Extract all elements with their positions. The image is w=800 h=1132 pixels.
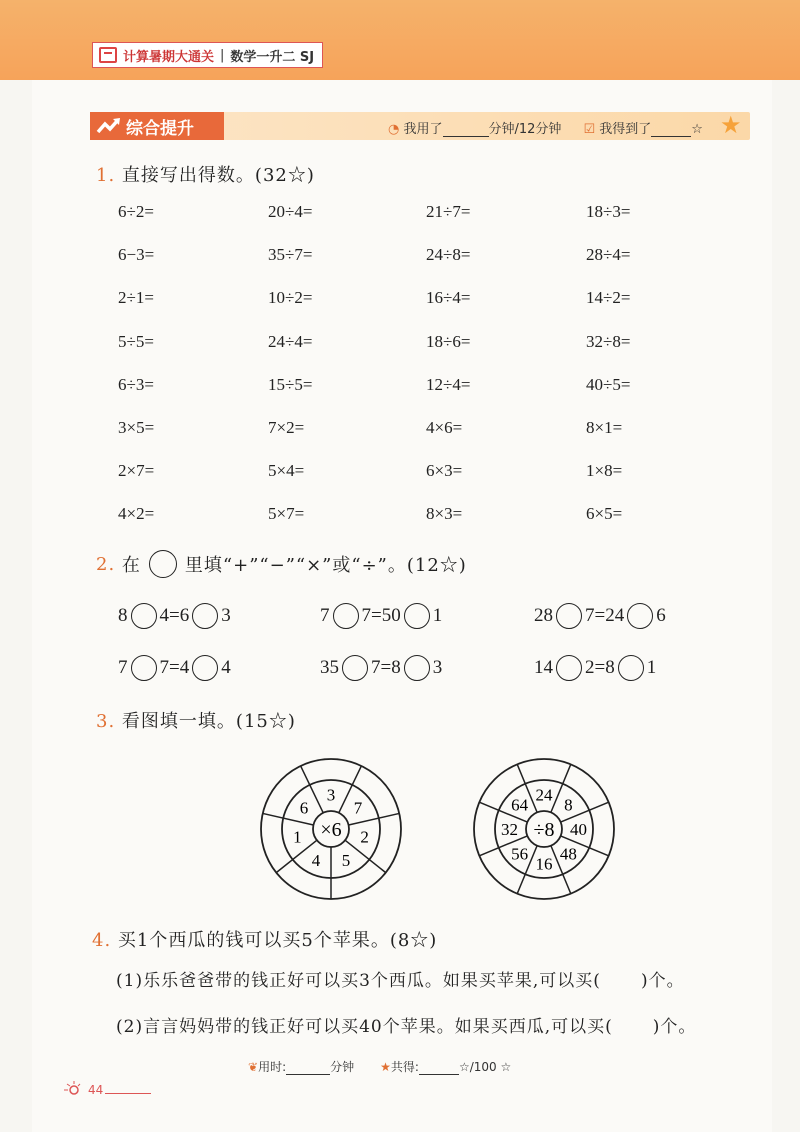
equation-item: 6×5= xyxy=(586,504,623,524)
wheel-number: 2 xyxy=(360,827,369,847)
operator-circle[interactable] xyxy=(404,655,430,681)
equation-part: 28 xyxy=(534,605,553,626)
equation-item: 40÷5= xyxy=(586,374,631,394)
equation-part: 1 xyxy=(646,657,657,678)
equation-part: 7=50 xyxy=(361,605,401,626)
equation-item: 7×2= xyxy=(268,418,305,437)
clock-icon: ◔ xyxy=(388,122,400,137)
equation-item: 5÷5= xyxy=(118,331,154,351)
top-band xyxy=(0,0,800,80)
wheel-number: 3 xyxy=(326,785,336,805)
wheel-number: 1 xyxy=(293,827,302,847)
operator-circle[interactable] xyxy=(333,603,359,629)
blank-circle xyxy=(149,550,177,578)
equation-part: 2=8 xyxy=(585,657,615,678)
q4-sub1: (1)乐乐爸爸带的钱正好可以买3个西瓜。如果买苹果,可以买( )个。 xyxy=(116,971,685,991)
page-number: 44 xyxy=(88,1083,151,1097)
section-bar xyxy=(90,112,750,140)
equation-item: 2×7= xyxy=(118,461,155,481)
equation-item: 2÷1= xyxy=(118,288,154,308)
q1-heading: 1. 直接写出得数。(32☆) xyxy=(96,165,315,186)
equation-item: 18÷6= xyxy=(426,331,471,351)
equation-item: 6÷2= xyxy=(118,202,154,221)
equation-item: 21÷7= xyxy=(426,202,471,221)
operator-equation xyxy=(534,603,666,629)
equation-part: 4=6 xyxy=(159,605,190,626)
wheel-number: 32 xyxy=(501,820,518,839)
equation-item: 20÷4= xyxy=(268,202,313,221)
operator-equation xyxy=(320,603,442,629)
wheel-number: 48 xyxy=(559,844,577,864)
equation-part: 35 xyxy=(320,657,339,678)
operator-circle[interactable] xyxy=(404,603,430,629)
equation-part: 1 xyxy=(432,605,443,626)
wheel-number: 64 xyxy=(511,795,529,815)
equation-item: 6−3= xyxy=(118,245,155,265)
operator-equation xyxy=(118,603,231,629)
equation-item: 15÷5= xyxy=(268,374,313,394)
equation-item: 10÷2= xyxy=(268,288,313,308)
equation-item: 6×3= xyxy=(426,461,463,481)
wheel-number: 5 xyxy=(341,851,351,871)
equation-item: 18÷3= xyxy=(586,202,631,221)
equation-part: 7 xyxy=(320,605,330,626)
equation-item: 6÷3= xyxy=(118,374,154,394)
book-header: 计算暑期大通关 | 数学一升二 SJ xyxy=(92,42,323,68)
wheel-number: 40 xyxy=(570,820,587,839)
equation-item: 8×3= xyxy=(426,504,463,524)
equation-part: 3 xyxy=(221,605,231,626)
star-icon: ★ xyxy=(380,1060,391,1074)
operator-equation xyxy=(320,655,442,681)
section-info: ◔ 我用了 分钟/12分钟 ☑ 我得到了 ☆ xyxy=(388,122,703,137)
equation-item: 16÷4= xyxy=(426,288,471,308)
center-operation: ÷8 xyxy=(533,819,555,841)
trend-arrow-icon xyxy=(96,116,122,136)
star-icon: ★ xyxy=(720,111,742,139)
equation-item: 35÷7= xyxy=(268,245,313,265)
butterfly-icon: ❦ xyxy=(248,1060,259,1074)
equation-item: 4×6= xyxy=(426,418,463,437)
q4-sub2: (2)言言妈妈带的钱正好可以买40个苹果。如果买西瓜,可以买( )个。 xyxy=(116,1017,697,1037)
operator-circle[interactable] xyxy=(131,603,157,629)
equation-item: 1×8= xyxy=(586,461,623,481)
sun-icon xyxy=(62,1080,82,1096)
equation-item: 8×1= xyxy=(586,418,623,437)
equation-part: 7=4 xyxy=(159,657,190,678)
operator-circle[interactable] xyxy=(618,655,644,681)
equation-part: 7=8 xyxy=(371,657,401,678)
subject-label: 数学一升二 SJ xyxy=(230,49,315,65)
section-title: 综合提升 xyxy=(90,112,224,140)
wheel-number: 16 xyxy=(535,854,553,874)
q4-heading: 4. 买1个西瓜的钱可以买5个苹果。(8☆) xyxy=(92,930,438,951)
operator-equation xyxy=(118,655,231,681)
equation-part: 4 xyxy=(221,657,231,678)
center-operation: ×6 xyxy=(320,819,342,841)
wheel-number: 4 xyxy=(311,851,321,871)
equation-item: 4×2= xyxy=(118,504,155,524)
equation-part: 6 xyxy=(656,605,666,626)
wheel-number: 6 xyxy=(299,798,309,818)
footer: ❦用时: 分钟 ★共得: ☆/100 ☆ xyxy=(248,1060,512,1074)
wheel-diagrams xyxy=(0,746,800,926)
equation-item: 14÷2= xyxy=(586,288,631,308)
operator-equation xyxy=(534,655,656,681)
q3-heading: 3. 看图填一填。(15☆) xyxy=(96,711,296,732)
equation-item: 24÷8= xyxy=(426,245,471,265)
equation-part: 14 xyxy=(534,657,553,678)
equation-item: 24÷4= xyxy=(268,331,313,351)
wheel-number: 8 xyxy=(564,795,573,815)
operator-circle[interactable] xyxy=(627,603,653,629)
check-icon: ☑ xyxy=(583,122,596,137)
equation-part: 7=24 xyxy=(585,605,625,626)
operator-circle[interactable] xyxy=(131,655,157,681)
book-title: 计算暑期大通关 xyxy=(123,49,215,65)
wheel-number: 7 xyxy=(353,798,363,818)
equation-item: 12÷4= xyxy=(426,374,471,394)
equation-part: 3 xyxy=(432,657,443,678)
equation-item: 5×4= xyxy=(268,461,305,481)
q2-heading: 2. 在 里填“+”“−”“×”或“÷”。(12☆) xyxy=(96,550,467,578)
equation-item: 32÷8= xyxy=(586,331,631,351)
equation-item: 28÷4= xyxy=(586,245,631,265)
operator-circle[interactable] xyxy=(556,655,582,681)
operator-circle[interactable] xyxy=(342,655,368,681)
operator-circle[interactable] xyxy=(556,603,582,629)
book-icon xyxy=(99,47,117,63)
wheel-number: 56 xyxy=(511,844,529,864)
wheel-number: 24 xyxy=(535,785,553,805)
operator-circle[interactable] xyxy=(192,603,218,629)
equation-item: 3×5= xyxy=(118,418,155,437)
equation-part: 8 xyxy=(118,605,128,626)
operator-circle[interactable] xyxy=(192,655,218,681)
equation-item: 5×7= xyxy=(268,504,305,524)
equation-part: 7 xyxy=(118,657,128,678)
